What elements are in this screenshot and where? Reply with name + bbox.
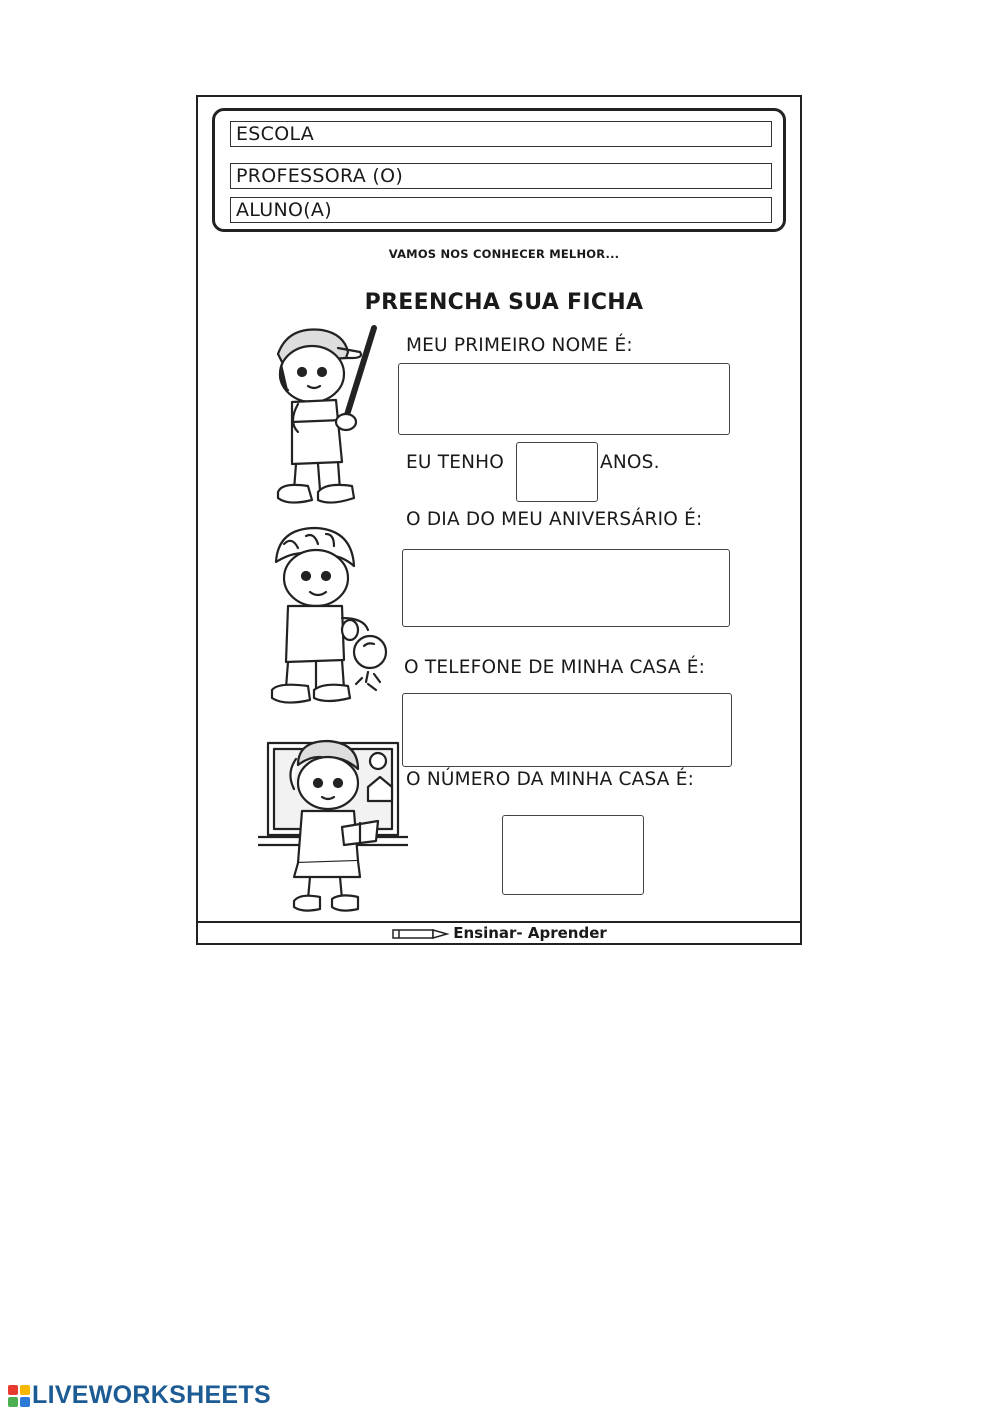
page-title: PREENCHA SUA FICHA (364, 290, 644, 315)
school-field[interactable] (230, 121, 772, 147)
birthday-label: O DIA DO MEU ANIVERSÁRIO É: (406, 509, 703, 530)
pencil-icon (391, 927, 451, 941)
student-field[interactable] (230, 197, 772, 223)
first-name-label: MEU PRIMEIRO NOME É: (406, 335, 633, 356)
footer-text: Ensinar- Aprender (453, 924, 607, 942)
girl-reading-illustration (258, 737, 408, 919)
student-label: ALUNO(A) (236, 199, 332, 221)
brand-name: LIVEWORKSHEETS (32, 1381, 271, 1409)
house-number-answer-box[interactable] (502, 815, 644, 895)
age-answer-box[interactable] (516, 442, 598, 502)
liveworksheets-logo-icon (8, 1385, 30, 1407)
age-label-before: EU TENHO (406, 452, 505, 473)
birthday-answer-box[interactable] (402, 549, 730, 627)
boy-ball-illustration (268, 522, 388, 717)
age-label-after: ANOS. (600, 452, 660, 473)
school-label: ESCOLA (236, 123, 315, 145)
header-box (212, 108, 786, 232)
boy-baseball-illustration (268, 322, 388, 512)
intro-text: VAMOS NOS CONHECER MELHOR... (388, 247, 620, 261)
worksheet-page (196, 95, 802, 945)
phone-answer-box[interactable] (402, 693, 732, 767)
liveworksheets-brand[interactable] (8, 1381, 271, 1410)
teacher-label: PROFESSORA (O) (236, 165, 404, 187)
worksheet-footer (198, 921, 800, 943)
phone-label: O TELEFONE DE MINHA CASA É: (404, 657, 706, 678)
house-number-label: O NÚMERO DA MINHA CASA É: (406, 769, 695, 790)
teacher-field[interactable] (230, 163, 772, 189)
first-name-answer-box[interactable] (398, 363, 730, 435)
